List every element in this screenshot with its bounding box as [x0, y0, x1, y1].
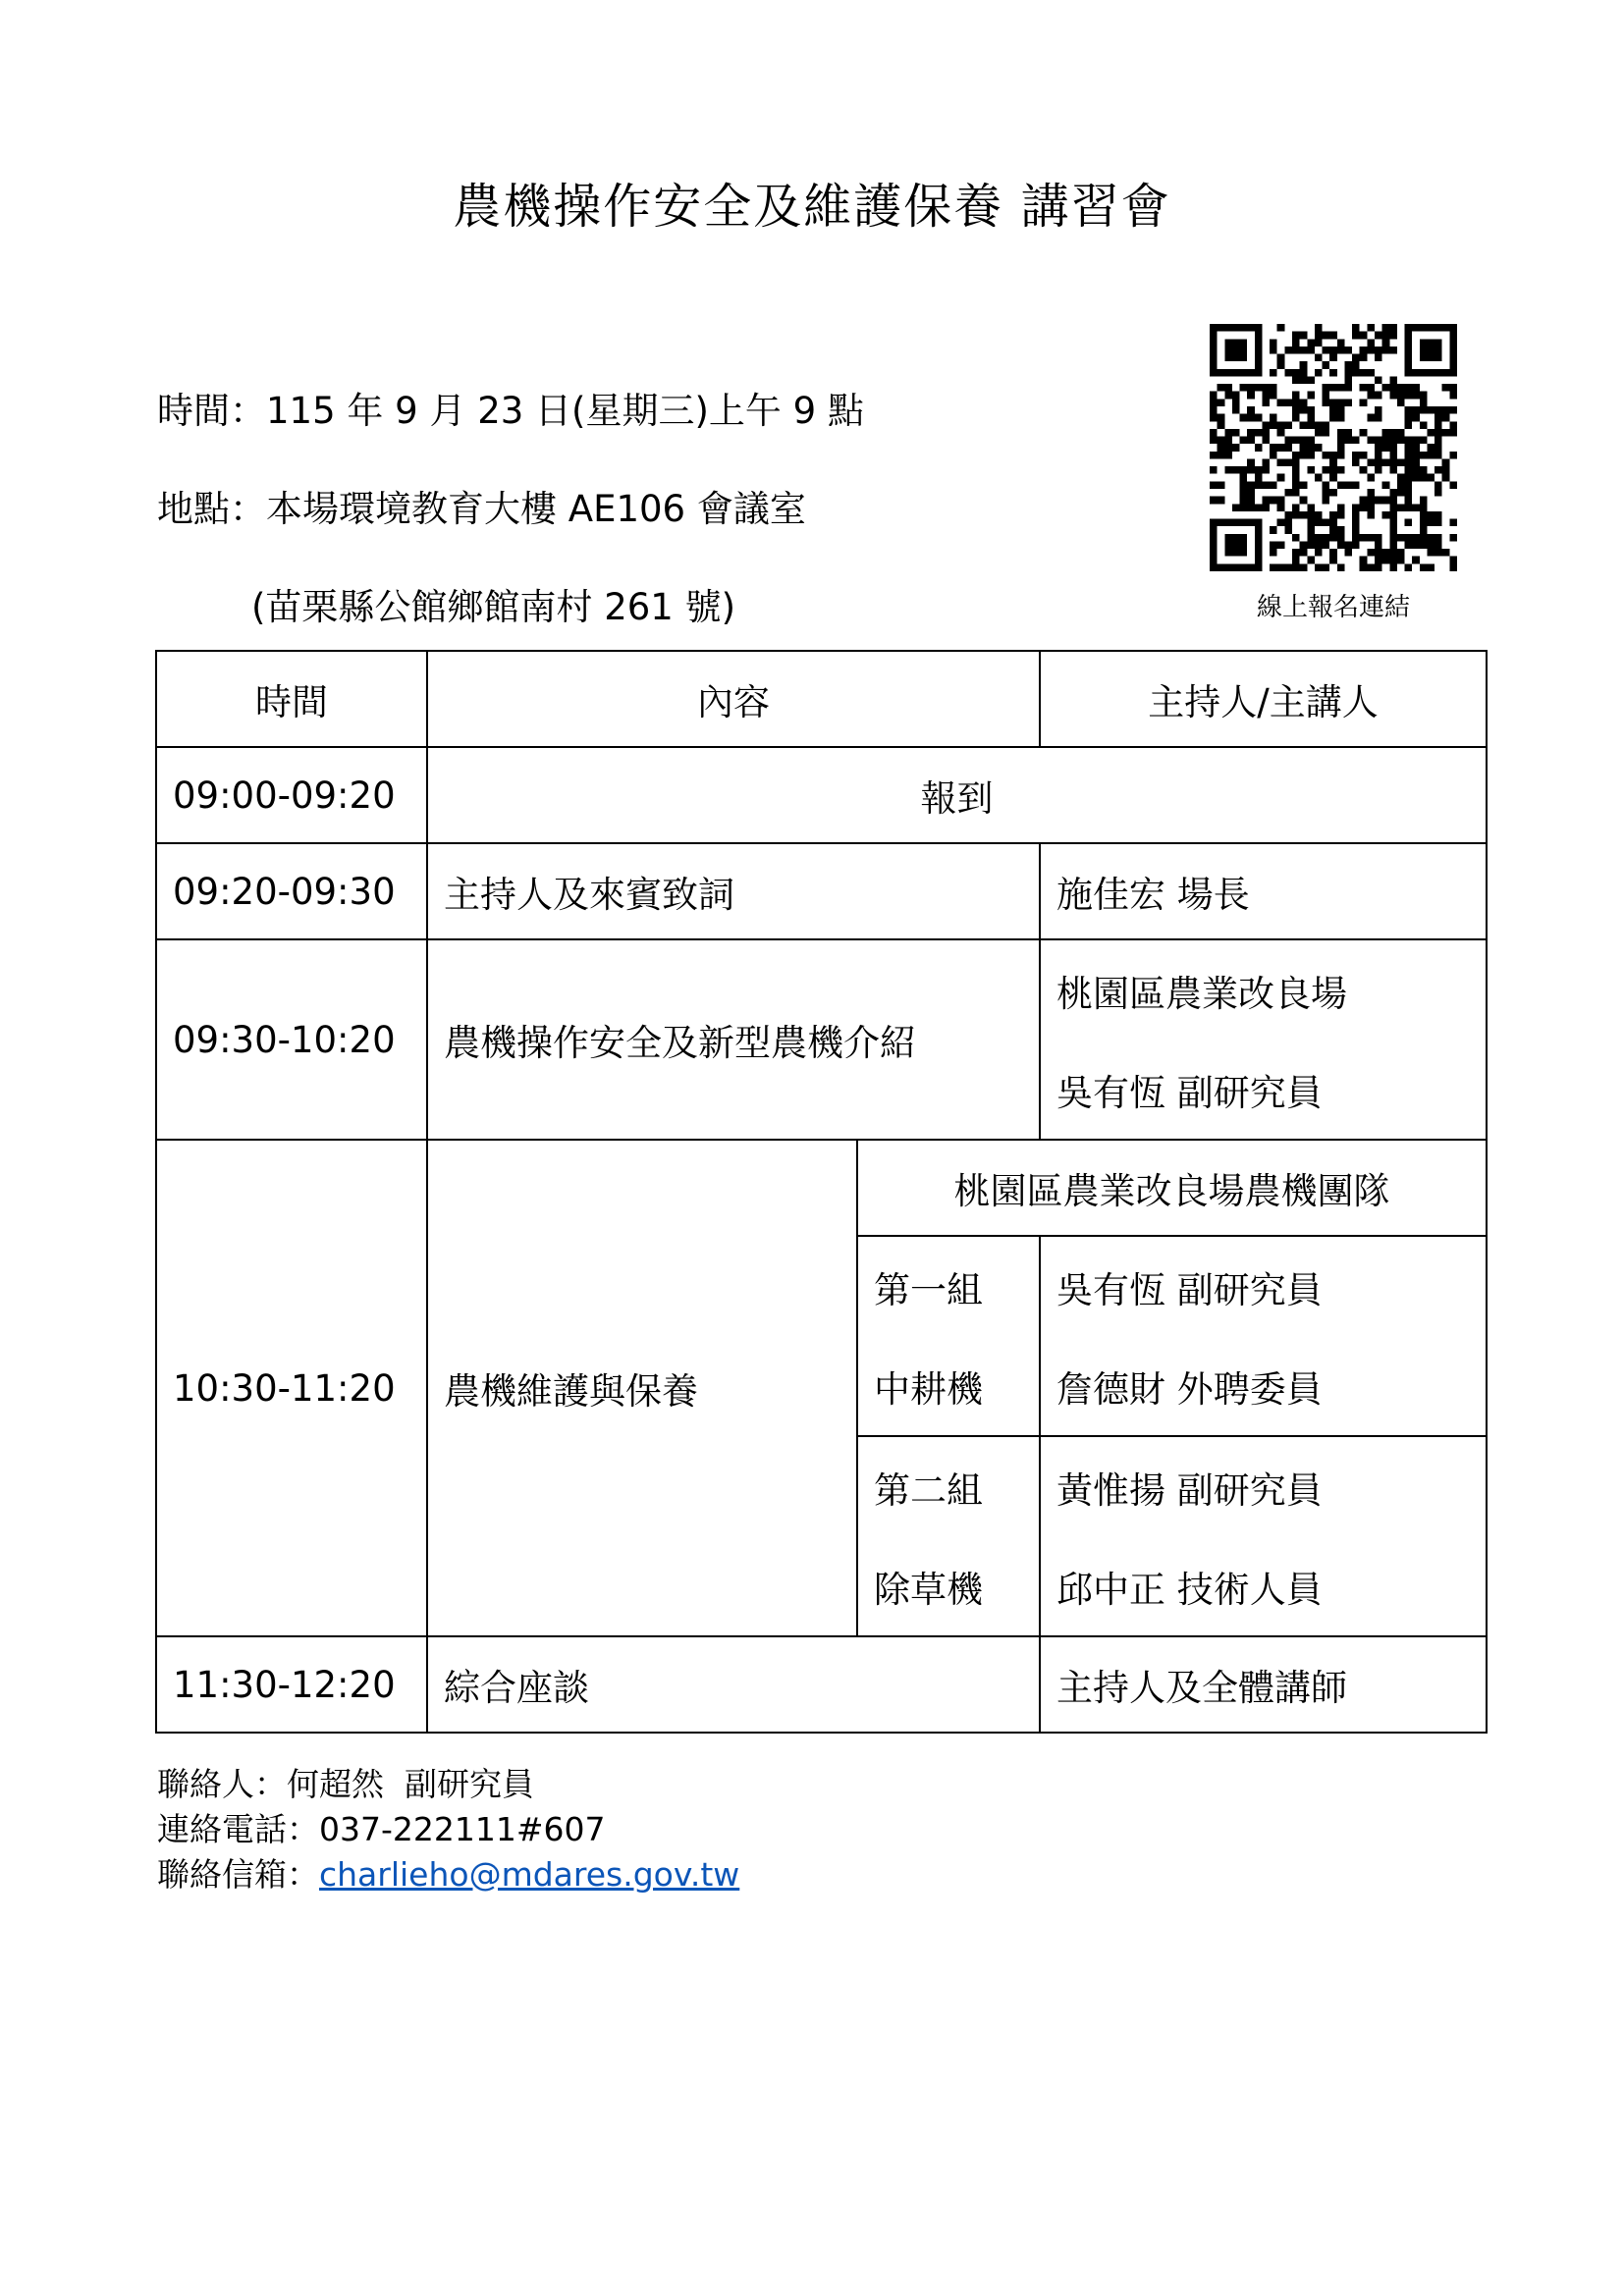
table-row	[156, 747, 1487, 843]
group-speakers	[1040, 1236, 1487, 1436]
row-content: 報到	[427, 747, 1487, 843]
event-address: (苗栗縣公館鄉館南村 261 號)	[251, 586, 736, 628]
host-line: 吳有恆 副研究員	[1056, 1071, 1323, 1114]
email-label: 聯絡信箱：	[157, 1855, 319, 1894]
group-speakers	[1040, 1436, 1487, 1636]
table-row	[156, 1636, 1487, 1733]
speaker: 吳有恆 副研究員	[1056, 1268, 1323, 1311]
table-row	[156, 939, 1487, 1140]
row-time: 09:30-10:20	[156, 939, 427, 1140]
row-content: 綜合座談	[427, 1636, 1040, 1733]
row-time: 09:20-09:30	[156, 843, 427, 939]
time-value: 115 年 9 月 23 日(星期三)上午 9 點	[266, 390, 864, 432]
page-title: 農機操作安全及維護保養 講習會	[453, 179, 1171, 235]
place-value: 本場環境教育大樓 AE106 會議室	[266, 488, 806, 530]
speaker: 黃惟揚 副研究員	[1056, 1468, 1323, 1512]
time-label: 時間：	[157, 390, 266, 432]
place-label: 地點：	[157, 488, 266, 530]
group-name: 第一組	[874, 1268, 983, 1311]
contact-person: 聯絡人：何超然 副研究員	[157, 1765, 534, 1803]
group-name: 第二組	[874, 1468, 983, 1512]
event-place	[157, 479, 806, 532]
group-label	[857, 1236, 1040, 1436]
contact-phone: 連絡電話：037-222111#607	[157, 1810, 606, 1848]
row-host: 施佳宏 場長	[1040, 843, 1487, 939]
speaker: 詹德財 外聘委員	[1056, 1367, 1323, 1411]
schedule-table	[155, 650, 1488, 1734]
row-host: 主持人及全體講師	[1040, 1636, 1487, 1733]
team-name: 桃園區農業改良場農機團隊	[857, 1140, 1487, 1236]
host-line: 桃園區農業改良場	[1056, 972, 1347, 1015]
row-content: 農機操作安全及新型農機介紹	[427, 939, 1040, 1140]
group-label	[857, 1436, 1040, 1636]
email-link[interactable]: charlieho@mdares.gov.tw	[319, 1855, 740, 1894]
row-content: 主持人及來賓致詞	[427, 843, 1040, 939]
table-row	[156, 843, 1487, 939]
row-time: 11:30-12:20	[156, 1636, 427, 1733]
qr-code-icon[interactable]	[1210, 324, 1457, 571]
table-row	[156, 1140, 1487, 1236]
speaker: 邱中正 技術人員	[1056, 1568, 1323, 1611]
header-host: 主持人/主講人	[1040, 651, 1487, 747]
row-host	[1040, 939, 1487, 1140]
group-machine: 中耕機	[874, 1367, 983, 1411]
event-time	[157, 381, 864, 434]
table-header-row	[156, 651, 1487, 747]
row-time: 09:00-09:20	[156, 747, 427, 843]
row-time: 10:30-11:20	[156, 1140, 427, 1636]
qr-caption: 線上報名連結	[1256, 593, 1410, 622]
contact-email-line	[157, 1849, 739, 1896]
group-machine: 除草機	[874, 1568, 983, 1611]
row-content: 農機維護與保養	[427, 1140, 857, 1636]
header-time: 時間	[156, 651, 427, 747]
header-content: 內容	[427, 651, 1040, 747]
